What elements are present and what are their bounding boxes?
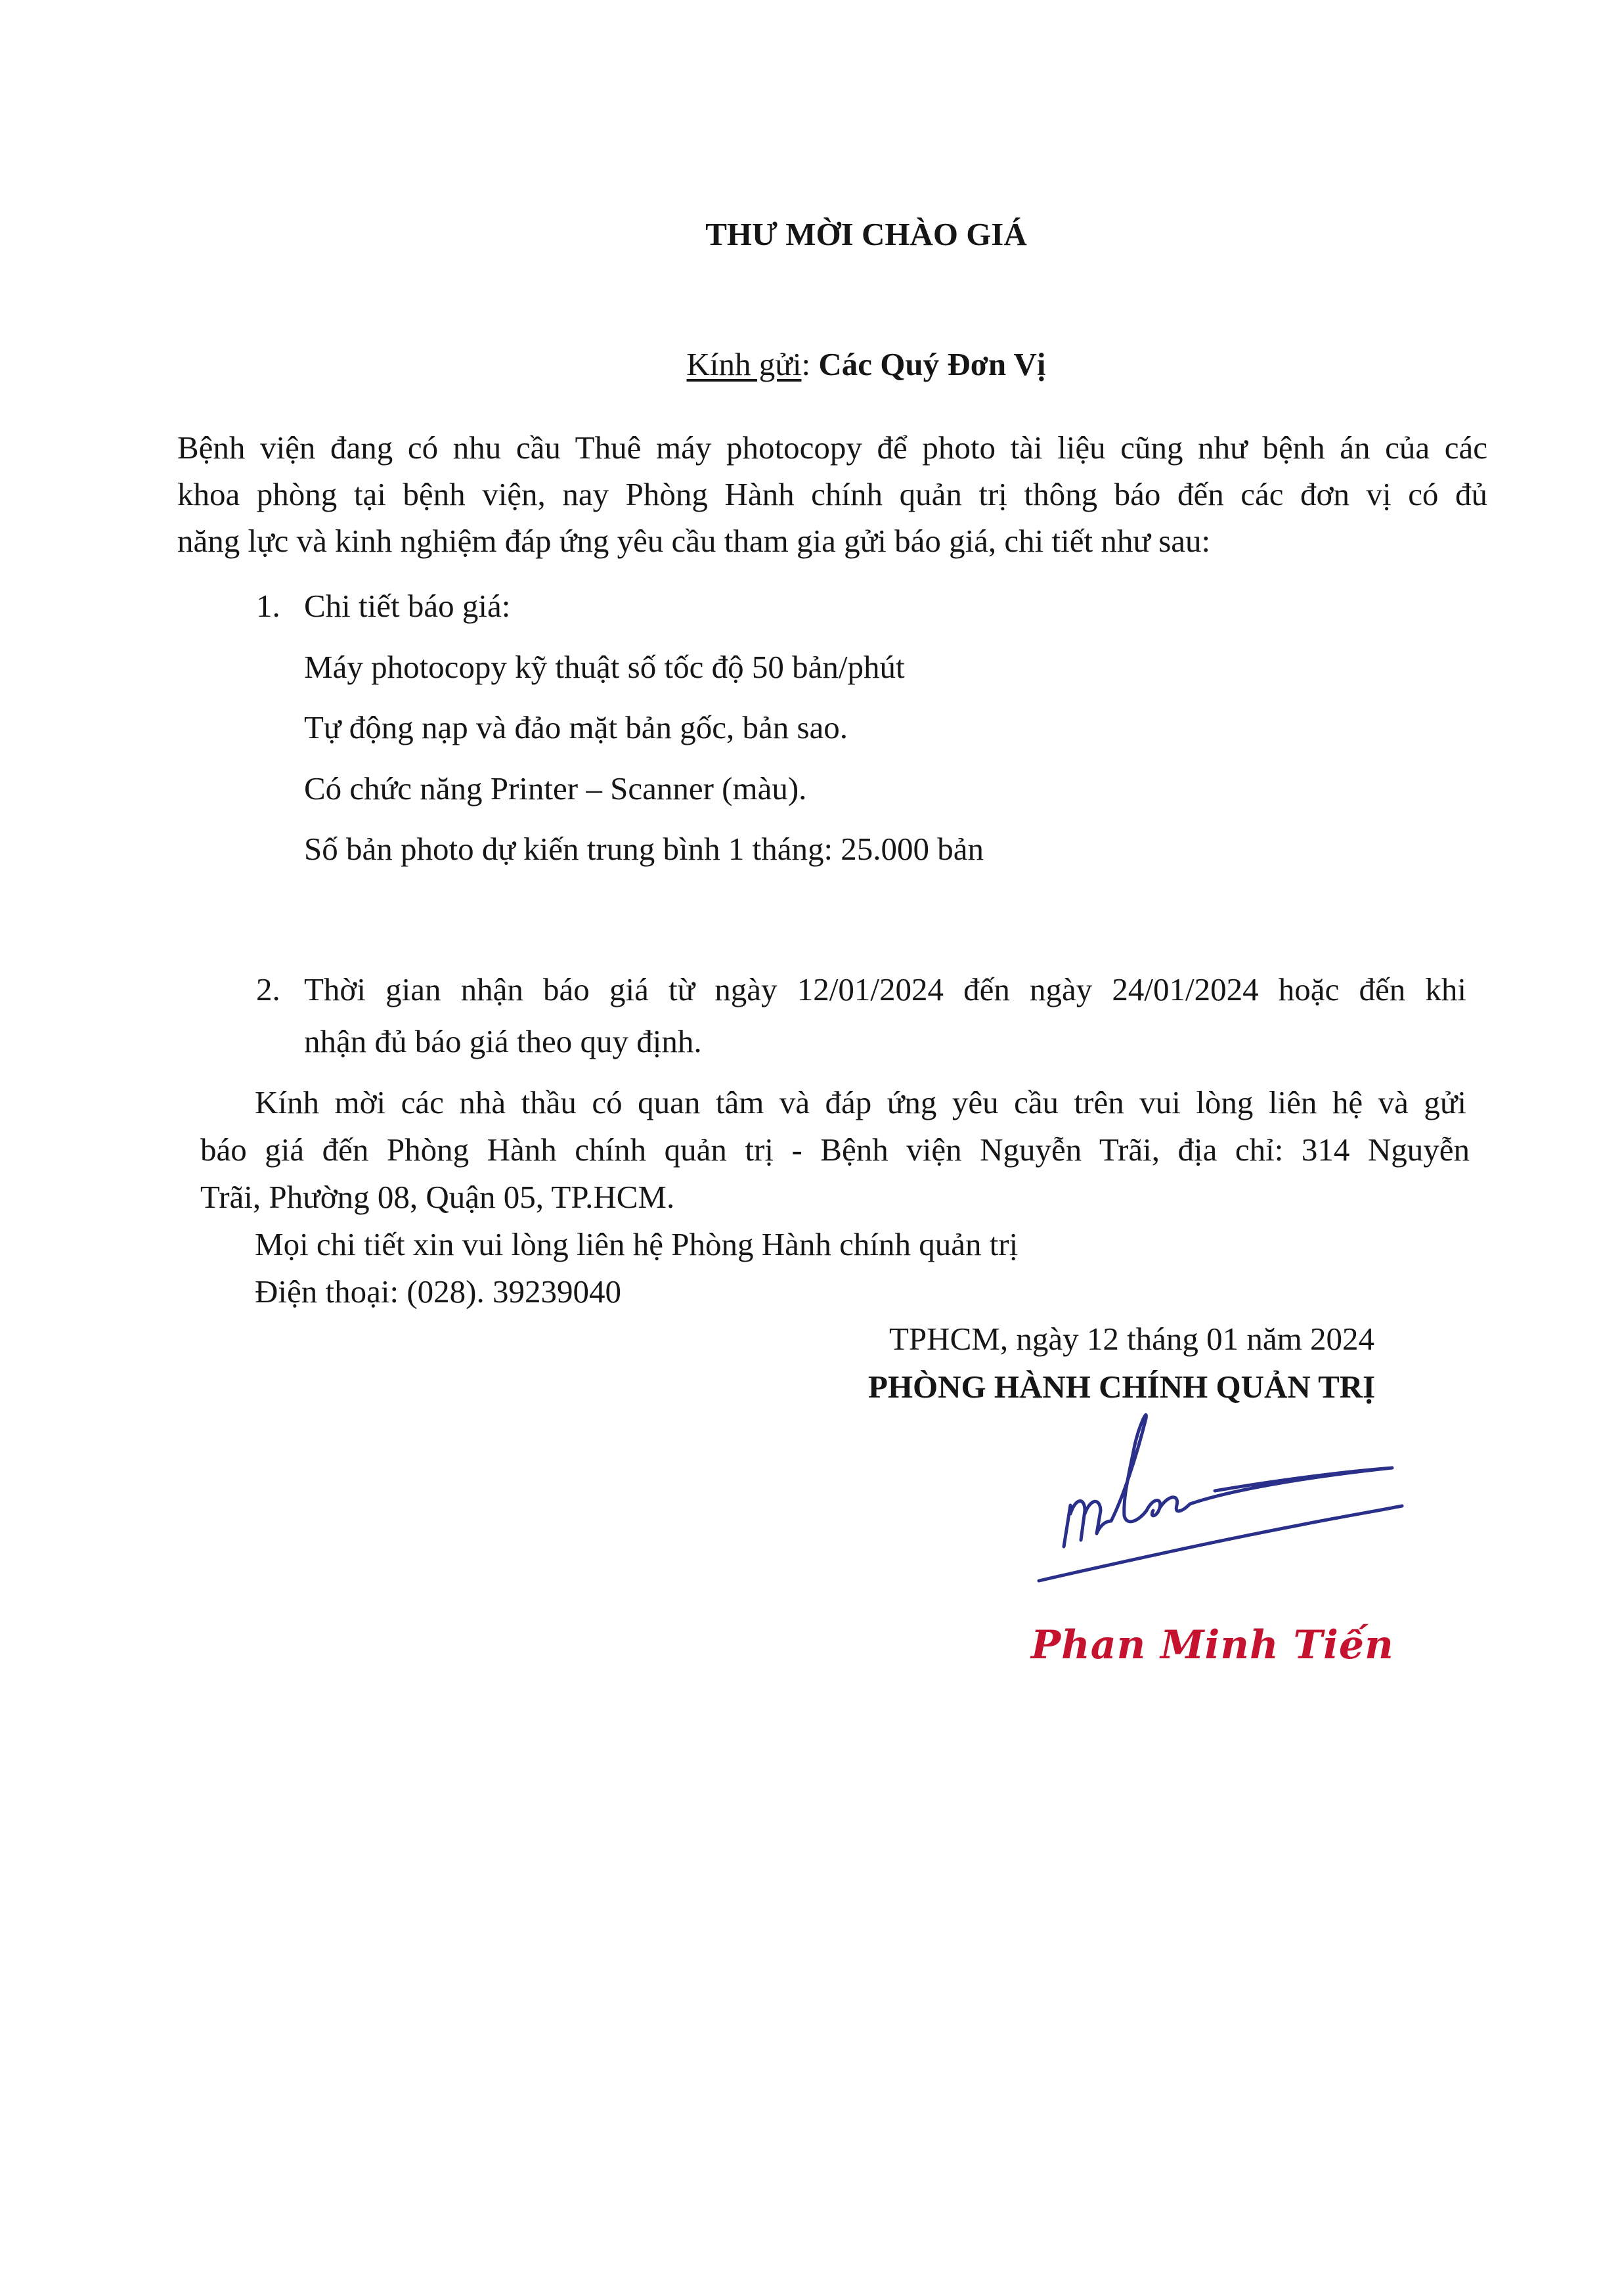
invitation-line-3: Trãi, Phường 08, Quận 05, TP.HCM. <box>200 1179 675 1215</box>
signature-department: PHÒNG HÀNH CHÍNH QUẢN TRỊ <box>868 1369 1376 1405</box>
signer-name: Phan Minh Tiến <box>1031 1622 1394 1668</box>
signature-date: TPHCM, ngày 12 tháng 01 năm 2024 <box>889 1321 1375 1357</box>
recipient-name: Các Quý Đơn Vị <box>818 346 1046 382</box>
section1-heading: Chi tiết báo giá: <box>304 588 511 624</box>
intro-line-3: năng lực và kinh nghiệm đáp ứng yêu cầu tham gia gửi báo giá, chi tiết như sau: <box>177 523 1211 559</box>
section1-detail: Có chức năng Printer – Scanner (màu). <box>304 770 807 806</box>
contact-line: Mọi chi tiết xin vui lòng liên hệ Phòng Hành chính quản trị <box>255 1226 1019 1262</box>
recipient-line <box>0 345 1601 383</box>
intro-line-2: khoa phòng tại bệnh viện, nay Phòng Hành chính quản trị thông báo đến các đơn vị có đủ <box>177 476 1487 512</box>
invitation-line-2: báo giá đến Phòng Hành chính quản trị - Bệnh viện Nguyễn Trãi, địa chỉ: 314 Nguyễn <box>200 1132 1470 1168</box>
section1-detail: Tự động nạp và đảo mặt bản gốc, bản sao. <box>304 709 848 745</box>
section1-number: 1. <box>256 588 280 624</box>
invitation-line-1: Kính mời các nhà thầu có quan tâm và đáp ứng yêu cầu trên vui lòng liên hệ và gửi <box>255 1084 1466 1120</box>
handwritten-signature <box>1024 1399 1418 1609</box>
section1-detail: Máy photocopy kỹ thuật số tốc độ 50 bản/phút <box>304 649 905 685</box>
section2-line-1: Thời gian nhận báo giá từ ngày 12/01/2024 đến ngày 24/01/2024 hoặc đến khi <box>304 971 1466 1007</box>
intro-line-1: Bệnh viện đang có nhu cầu Thuê máy photocopy để photo tài liệu cũng như bệnh án của các <box>177 430 1487 466</box>
recipient-label: Kính gửi <box>686 346 802 382</box>
contact-phone: Điện thoại: (028). 39239040 <box>255 1273 621 1310</box>
section2-line-2: nhận đủ báo giá theo quy định. <box>304 1023 702 1059</box>
section1-detail: Số bản photo dự kiến trung bình 1 tháng: 25.000 bản <box>304 831 984 867</box>
recipient-colon: : <box>801 346 811 382</box>
section2-number: 2. <box>256 971 280 1007</box>
document-title: THƯ MỜI CHÀO GIÁ <box>705 216 1027 252</box>
